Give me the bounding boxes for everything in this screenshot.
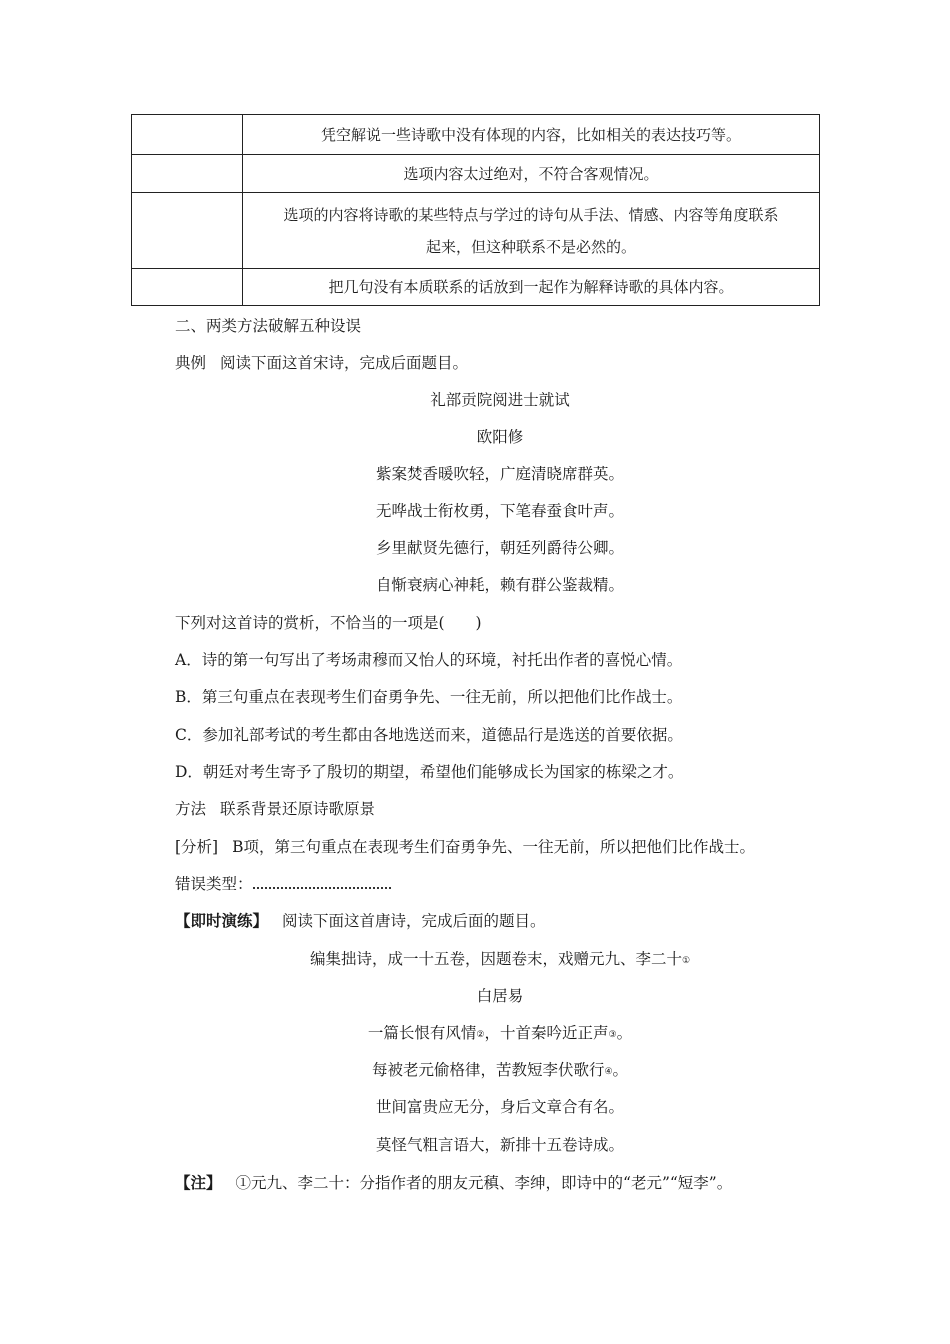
- note-line: [175, 1172, 732, 1194]
- table-row: [132, 155, 820, 193]
- table-cell-left: [132, 155, 243, 193]
- option-b: B．第三句重点在表现考生们奋勇争先、一往无前，所以把他们比作战士。: [175, 688, 683, 706]
- note-label: 【注】: [175, 1173, 222, 1192]
- example-intro: 阅读下面这首宋诗，完成后面题目。: [220, 354, 469, 372]
- analysis-label: [分析]: [175, 838, 219, 856]
- table-row: [132, 193, 820, 269]
- practice-poem-line: 莫怪气粗言语大，新排十五卷诗成。: [375, 1136, 624, 1154]
- method-label: 方法: [175, 800, 207, 818]
- example-label: 典例: [175, 354, 207, 372]
- table-cell-right: [243, 193, 820, 269]
- error-type-line: [175, 873, 391, 895]
- error-type-table: [131, 114, 820, 306]
- practice-poem-title-text: 编集拙诗，成一十五卷，因题卷末，戏赠元九、李二十: [309, 950, 682, 968]
- method-text: 联系背景还原诗歌原景: [220, 800, 376, 818]
- answer-blank: [253, 875, 391, 889]
- table-cell-left: [132, 193, 243, 269]
- option-c: C．参加礼部考试的考生都由各地选送而来，道德品行是选送的首要依据。: [175, 726, 683, 744]
- poem-line: 紫案焚香暖吹轻，广庭清晓席群英。: [375, 465, 624, 483]
- poem-title: 礼部贡院阅进士就试: [430, 391, 570, 409]
- table-row: [132, 115, 820, 155]
- poem-text: 。: [612, 1061, 629, 1079]
- footnote-marker: ①: [681, 956, 691, 966]
- table-cell-left: [132, 269, 243, 306]
- poem-text: ，十首秦吟近正声: [484, 1024, 609, 1042]
- practice-intro-line: [175, 910, 546, 932]
- table-cell-line: 选项的内容将诗歌的某些特点与学过的诗句从手法、情感、内容等角度联系: [283, 205, 779, 224]
- question: 下列对这首诗的赏析，不恰当的一项是( ): [175, 614, 482, 632]
- practice-poem-line: [175, 1059, 825, 1083]
- analysis-text: B项，第三句重点在表现考生们奋勇争先、一往无前，所以把他们比作战士。: [232, 838, 756, 856]
- poem-line: 无哗战士衔枚勇，下笔春蚕食叶声。: [375, 502, 624, 520]
- table-cell-right: 选项内容太过绝对，不符合客观情况。: [243, 155, 820, 193]
- practice-poem-line: [175, 1022, 825, 1046]
- error-type-label: 错误类型：: [175, 875, 253, 893]
- analysis-line: [175, 836, 755, 858]
- practice-poem-title: [175, 948, 825, 972]
- poem-text: 一篇长恨有风情: [367, 1024, 477, 1042]
- footnote-marker: ②: [476, 1030, 485, 1040]
- table-cell-left: [132, 115, 243, 155]
- method-line: [175, 798, 375, 820]
- table-cell-line: 起来，但这种联系不是必然的。: [425, 237, 636, 256]
- poem-line: 乡里献贤先德行，朝廷列爵待公卿。: [375, 539, 624, 557]
- poem-line: 自惭衰病心神耗，赖有群公鉴裁精。: [375, 576, 624, 594]
- footnote-marker: ④: [604, 1067, 613, 1077]
- table-cell-right: 凭空解说一些诗歌中没有体现的内容，比如相关的表达技巧等。: [243, 115, 820, 155]
- footnote-marker: ③: [608, 1030, 617, 1040]
- practice-label: 【即时演练】: [175, 911, 269, 930]
- poem-text: 每被老元偷格律，苦教短李伏歌行: [371, 1061, 605, 1079]
- section-heading: 二、两类方法破解五种设误: [175, 317, 362, 335]
- poem-text: 。: [616, 1024, 633, 1042]
- option-d: D．朝廷对考生寄予了殷切的期望，希望他们能够成长为国家的栋梁之才。: [175, 763, 684, 781]
- poem-author: 欧阳修: [476, 428, 524, 446]
- practice-poem-line: 世间富贵应无分，身后文章合有名。: [375, 1098, 624, 1116]
- table-row: [132, 269, 820, 306]
- note-text: ①元九、李二十：分指作者的朋友元稹、李绅，即诗中的“老元”“短李”。: [235, 1174, 733, 1192]
- example-intro-line: [175, 352, 468, 374]
- practice-intro: 阅读下面这首唐诗，完成后面的题目。: [282, 912, 546, 930]
- option-a: A．诗的第一句写出了考场肃穆而又怡人的环境，衬托出作者的喜悦心情。: [175, 651, 683, 669]
- practice-poem-author: 白居易: [476, 987, 524, 1005]
- table-cell-right: 把几句没有本质联系的话放到一起作为解释诗歌的具体内容。: [243, 269, 820, 306]
